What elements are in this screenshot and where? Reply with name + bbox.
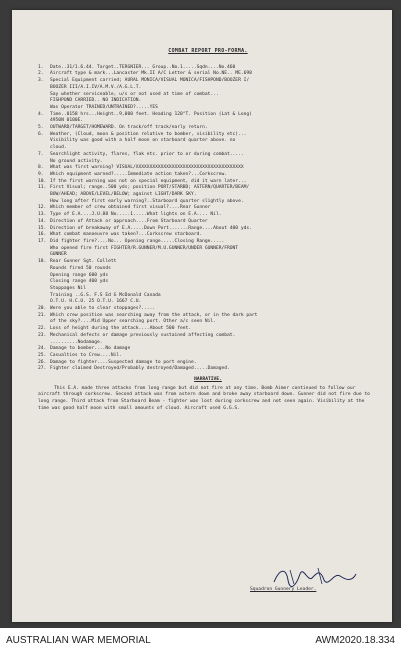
report-item-text: BOW/AHEAD; ABOVE/LEVEL/BELOW; against LIGHT/DARK SKY. [50, 192, 197, 198]
report-item-text: cloud. [50, 145, 67, 151]
report-item-text: GUNNER [50, 252, 67, 258]
report-item-line [38, 78, 378, 85]
document-page [12, 10, 392, 622]
report-item-line [38, 152, 378, 159]
report-item-line [38, 125, 378, 132]
report-item-text: Damage to bomber....No damage [50, 346, 131, 352]
report-item-number: 22. [38, 326, 47, 332]
report-item-text: 4950N 0100E. [50, 118, 84, 124]
report-item-number: 18. [38, 259, 47, 265]
report-item-number: 20. [38, 306, 47, 312]
report-item-number [38, 138, 50, 145]
report-item-text: Did fighter fire?....No... Opening range.....Closing Range..... [50, 238, 225, 244]
document-title: COMBAT REPORT PRO-FORMA. [168, 48, 248, 54]
report-item-line [38, 212, 378, 219]
report-item-number [38, 105, 50, 112]
report-item-line [38, 105, 378, 112]
report-item-number: 7. [38, 151, 44, 157]
report-item-number: 14. [38, 218, 47, 224]
report-item-number [38, 266, 50, 273]
document-body [38, 24, 378, 413]
report-item-text: Loss of height during the attack....About 500 feet. [50, 326, 192, 332]
report-item-number: 26. [38, 359, 47, 365]
signature-caption: Squadron Gunnery Leader. [250, 587, 317, 592]
report-item-line [38, 112, 378, 119]
report-item-text: ..........Nodamage. [50, 339, 103, 345]
report-item-text: Rounds fired 50 rounds [50, 265, 111, 271]
report-item-text: Damage to fighter....Suspected damage to port engine. [50, 359, 197, 365]
report-item-text: OUTWARD/TARGET/HOMEWARD. On track/off track/early return. [50, 125, 208, 131]
report-item-line [38, 85, 378, 92]
report-item-line [38, 353, 378, 360]
report-item-line [38, 192, 378, 199]
report-item-number: 3. [38, 78, 44, 84]
report-item-number: 17. [38, 238, 47, 244]
report-item-number [38, 273, 50, 280]
report-item-text: Date..31/1.6.44. Target..TERGNIER... Group..No.1.....Sqdn....No.460 [50, 64, 236, 70]
narrative-text: This E.A. made three attacks from long range but did not fire at any time. Bomb Aimer continued to follow our aircraft through corkscrew. Second attack was from astern down and broke away starboard down. Gunner did not fire due to long range. Third attack from Starboard Beam - fighter was lost during corkscrew and not seen again. Visibility at the time was good half moon with small amounts of cloud. Aircraft used G.G.S. [38, 385, 370, 411]
report-item-text: Visibility was good with a half moon on starboard quarter above. no [50, 138, 236, 144]
footer-bar [0, 628, 401, 653]
report-item-text: Type of E.A....J.U.88 No.....1.....What lights on E.A.... Nil. [50, 212, 222, 218]
report-item-number: 27. [38, 366, 47, 372]
report-item-text: FISHPOND CARRIED.. NO INDICATION. [50, 98, 142, 104]
report-item-number: 25. [38, 352, 47, 358]
report-item-text: Aircraft type & mark...Lancaster Mk.II A/C Letter & serial No.NE.. ME.698 [50, 71, 252, 77]
report-item-number [38, 246, 50, 253]
report-item-text: O.T.U. H.C.U. 25 O.T.U. 1667 C.U. [50, 299, 142, 305]
report-item-text: Who opened fire first FIGHTER/R.GUNNER/M.U.GUNNER/UNDER GUNNER/FRONT [50, 245, 239, 251]
report-item-number: 9. [38, 171, 44, 177]
report-item-text: What combat manoeuvre was taken?...Corkscrew starboard. [50, 232, 203, 238]
report-item-line [38, 138, 378, 145]
report-item-line [38, 165, 378, 172]
report-item-line [38, 172, 378, 179]
report-item-number: 6. [38, 131, 44, 137]
report-item-text: BOOZER III/A.I.IV/A.M.V./A.G.L.T. [50, 84, 142, 90]
report-item-text: Closing range 400 yds [50, 279, 109, 285]
report-items [38, 65, 378, 373]
report-item-text: First Visual; range..500 yds; position PORT/STARBD; ASTERN/QUARTER/BEAM/ [50, 185, 250, 191]
report-item-number: 15. [38, 225, 47, 231]
report-item-number: 2. [38, 71, 44, 77]
signature-image [270, 562, 360, 590]
report-item-number: 24. [38, 346, 47, 352]
report-item-number: 5. [38, 125, 44, 131]
report-item-number [38, 92, 50, 99]
report-item-number: 10. [38, 178, 47, 184]
report-item-line [38, 299, 378, 306]
report-item-number [38, 293, 50, 300]
report-item-number: 13. [38, 212, 47, 218]
report-item-number [38, 145, 50, 152]
report-item-number [38, 299, 50, 306]
report-item-text: Was Operator TRAINED/UNTRAINED?.....YES [50, 104, 158, 110]
report-item-text: Which equipment warned?.....Immediate action taken?...Corkscrew. [50, 171, 228, 177]
report-item-text: Were you able to clear stoppages?..... [50, 306, 156, 312]
report-item-number [38, 286, 50, 293]
report-item-text: Direction of breakaway of E.A.....Down Port.......Range....About 400 yds. [50, 225, 252, 231]
report-item-number: 21. [38, 312, 47, 318]
report-item-number: 12. [38, 205, 47, 211]
report-item-number: 16. [38, 232, 47, 238]
report-item-line [38, 286, 378, 293]
report-item-line [38, 219, 378, 226]
report-item-line [38, 98, 378, 105]
report-item-text: Rear Gunner Sgt. Collett [50, 259, 117, 265]
report-item-text: Mechanical defects or damage previously sustained affecting combat. [50, 332, 236, 338]
report-item-text: Special Equipment carried; AURAL MONICA/VISUAL MONICA/FISHPOND/BOOZER I/ [50, 78, 250, 84]
report-item-number [38, 279, 50, 286]
report-item-text: Weather, (Cloud, moon & position relative to bomber, visibility etc)... [50, 131, 247, 137]
report-item-text: of the sky?....Mid Upper searching port. Other a/c seen Nil. [50, 319, 216, 325]
report-item-text: Casualties to Crew....Nil. [50, 352, 122, 358]
report-item-text: If the first warning was not on special equipment, did it warn later... [50, 178, 247, 184]
report-item-text: How long after first early warning?..Starboard quarter slightly above. [50, 198, 244, 204]
report-item-line [38, 266, 378, 273]
report-item-line [38, 279, 378, 286]
footer-institution: AUSTRALIAN WAR MEMORIAL [6, 635, 151, 646]
report-item-text: Say whether serviceable, u/s or not used at time of combat... [50, 91, 219, 97]
report-item-text: Time..0158 hrs...Height..9,000 feet. Heading 120°T. Position (Lat & Long) [50, 111, 252, 117]
report-item-text: Fighter claimed Destroyed/Probably destroyed/Damaged.....Damaged. [50, 366, 230, 372]
report-item-line [38, 246, 378, 253]
report-item-text: Training ..G.S. F.S Ed G McDonald Canada [50, 292, 161, 298]
report-item-text: Opening range 600 yds [50, 272, 109, 278]
report-item-line [38, 366, 378, 373]
report-item-text: Searchlight activity, flares, flak etc. prior to or during combat..... [50, 151, 244, 157]
report-item-number [38, 85, 50, 92]
report-item-line [38, 259, 378, 266]
report-item-text: Which crew position was searching away from the attack, or in the dark part [50, 312, 258, 318]
report-item-line [38, 232, 378, 239]
report-item-line [38, 239, 378, 246]
report-item-number [38, 192, 50, 199]
report-item-text: Stoppages Nil [50, 285, 86, 291]
report-item-number: 4. [38, 111, 44, 117]
report-item-line [38, 306, 378, 313]
report-item-number: 1. [38, 64, 44, 70]
report-item-number [38, 98, 50, 105]
report-item-number: 8. [38, 165, 44, 171]
report-item-text: Which member of crew obtained first visual?....Rear Gunner [50, 205, 211, 211]
report-item-line [38, 326, 378, 333]
report-item-line [38, 346, 378, 353]
report-item-line [38, 145, 378, 152]
report-item-line [38, 333, 378, 340]
report-item-text: What was first warning? VISUAL/XXXXXXXXXXXXXXXXXXXXXXXXXXXXXXXXXXXXXXX [50, 165, 244, 171]
narrative-title: NARRATIVE. [194, 377, 222, 383]
footer-accession-number: AWM2020.18.334 [315, 635, 395, 646]
report-item-number: 23. [38, 332, 47, 338]
report-item-text: No ground activity. [50, 158, 103, 164]
report-item-number: 11. [38, 185, 47, 191]
report-item-text: Direction of Attack or approach....From Starboard Quarter [50, 218, 208, 224]
